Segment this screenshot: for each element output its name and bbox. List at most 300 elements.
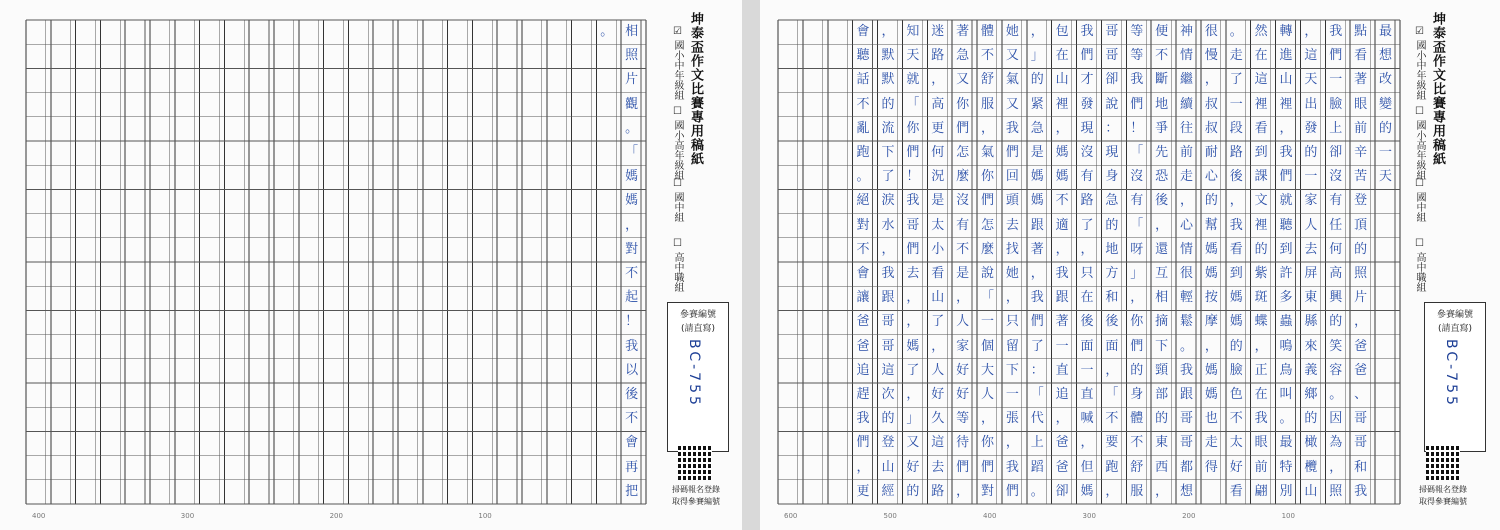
right-char: 路 — [931, 483, 945, 499]
right-char: ， — [1155, 217, 1169, 233]
right-char: 更 — [931, 120, 945, 136]
right-char: 鳥 — [1279, 362, 1293, 378]
left-char: 觀 — [625, 96, 639, 112]
right-char: 後 — [1155, 193, 1169, 209]
right-char: 得 — [1204, 459, 1218, 475]
right-char: 翩 — [1254, 483, 1268, 499]
right-char: 改 — [1379, 72, 1393, 88]
right-char: 欖 — [1304, 459, 1318, 475]
right-char: 橄 — [1304, 435, 1318, 451]
right-char: 身 — [1130, 387, 1144, 402]
right-option[interactable]: ☐ 國中組 — [1414, 178, 1425, 223]
right-char: 代 — [1030, 411, 1044, 427]
right-char: 一 — [1005, 387, 1019, 402]
right-char: 是 — [956, 266, 970, 281]
right-char: ， — [1229, 193, 1243, 209]
right-char: 摘 — [1155, 314, 1169, 330]
left-option[interactable]: ☐ 國小高年級組 — [672, 106, 683, 181]
right-char: ， — [1080, 241, 1094, 257]
right-count-mark: 100 — [1281, 512, 1295, 520]
right-char: 媽 — [1204, 241, 1218, 257]
right-char: 的 — [906, 483, 920, 499]
right-char: 好 — [956, 362, 970, 378]
right-char: 義 — [1304, 362, 1318, 378]
right-char: 最 — [1279, 435, 1293, 451]
right-char: 我 — [1130, 72, 1144, 88]
right-char: 又 — [1005, 96, 1019, 112]
right-char: 了 — [931, 314, 945, 330]
right-char: 到 — [1254, 145, 1268, 160]
right-char: 一 — [1329, 72, 1343, 88]
right-char: 不 — [980, 48, 994, 64]
right-char: 跟 — [1180, 387, 1194, 402]
right-char: ， — [1030, 24, 1044, 39]
right-char: 辛 — [1354, 145, 1368, 160]
qr-code-icon-right[interactable] — [1426, 446, 1460, 480]
qr-caption-right-2: 取得參賽編號 — [1419, 497, 1467, 506]
right-char: 是 — [1030, 145, 1044, 160]
right-char: ， — [1180, 193, 1194, 209]
right-char: 不 — [1155, 48, 1169, 64]
right-char: 你 — [906, 120, 920, 136]
right-char: 我 — [1005, 120, 1019, 136]
right-char: 哥 — [906, 217, 920, 233]
left-char: 以 — [625, 362, 639, 378]
right-char: 轉 — [1279, 24, 1293, 39]
right-char: 跟 — [881, 290, 895, 306]
right-char: 幫 — [1204, 217, 1218, 233]
right-char: 色 — [1229, 387, 1243, 402]
right-char: 淚 — [881, 193, 895, 209]
right-char: ， — [1005, 435, 1019, 451]
right-char: 怎 — [956, 145, 970, 160]
right-char: ， — [931, 338, 945, 354]
right-char: 待 — [956, 435, 970, 451]
right-char: 的 — [1130, 362, 1144, 378]
right-char: 讓 — [856, 290, 870, 306]
right-char: 們 — [1329, 48, 1343, 64]
right-char: 太 — [931, 217, 945, 233]
left-option[interactable]: ☐ 國中組 — [672, 178, 683, 223]
right-char: 了 — [881, 169, 895, 185]
right-char: 著 — [1354, 72, 1368, 88]
right-char: 要 — [1105, 435, 1119, 451]
right-char: 前 — [1254, 459, 1268, 475]
right-char: 心 — [1180, 217, 1194, 233]
right-char: ， — [856, 459, 870, 475]
right-char: 路 — [1229, 145, 1243, 160]
right-char: 哥 — [1105, 24, 1119, 39]
right-char: ， — [1055, 411, 1069, 427]
right-char: 們 — [1080, 48, 1094, 64]
right-char: 的 — [1254, 241, 1268, 257]
right-char: 「 — [1105, 387, 1119, 402]
right-char: 看 — [931, 266, 945, 281]
right-char: 不 — [856, 96, 870, 112]
right-sheet — [760, 0, 1500, 530]
left-char: 把 — [625, 483, 639, 499]
right-count-mark: 400 — [983, 512, 997, 520]
right-char: 這 — [931, 435, 945, 451]
right-char: 一 — [1080, 362, 1094, 378]
right-char: 你 — [956, 96, 970, 112]
right-char: 哥 — [881, 338, 895, 354]
right-char: 鬆 — [1180, 314, 1194, 330]
right-char: 多 — [1279, 290, 1293, 306]
right-char: 在 — [1254, 387, 1268, 402]
right-char: 哥 — [1354, 411, 1368, 427]
right-char: 輕 — [1180, 290, 1194, 306]
right-char: 心 — [1204, 169, 1218, 185]
right-char: 好 — [956, 387, 970, 402]
qr-code-icon[interactable] — [678, 446, 712, 480]
right-char: 山 — [1304, 483, 1318, 499]
right-char: 。 — [1229, 24, 1243, 39]
right-char: 默 — [881, 72, 895, 88]
right-char: 看 — [1229, 241, 1243, 257]
right-char: 媽 — [1055, 145, 1069, 160]
right-char: ， — [956, 290, 970, 306]
right-char: ， — [1155, 483, 1169, 499]
right-char: 山 — [931, 290, 945, 306]
right-char: ， — [1105, 483, 1119, 499]
left-char: 媽 — [625, 169, 639, 185]
right-char: 們 — [1130, 96, 1144, 112]
left-char: 再 — [625, 459, 639, 475]
left-option[interactable]: ☑ 國小中年級組 — [672, 26, 683, 101]
right-char: 會 — [856, 266, 870, 281]
right-char: 卻 — [1055, 483, 1069, 499]
left-char: 不 — [625, 411, 639, 427]
right-char: 更 — [856, 483, 870, 499]
right-char: 正 — [1254, 362, 1268, 378]
right-char: 媽 — [1080, 483, 1094, 499]
right-char: 臉 — [1329, 96, 1343, 112]
right-char: ， — [1279, 120, 1293, 136]
right-char: 哥 — [1354, 435, 1368, 451]
right-char: ， — [980, 120, 994, 136]
right-char: 我 — [906, 193, 920, 209]
right-char: 卻 — [1105, 72, 1119, 88]
right-char: 好 — [906, 459, 920, 475]
right-char: 天 — [1379, 169, 1393, 185]
right-char: 蝶 — [1254, 314, 1268, 330]
right-char: 不 — [1105, 411, 1119, 427]
right-char: 舒 — [980, 72, 994, 88]
right-char: 進 — [1279, 48, 1293, 64]
left-char: 片 — [625, 72, 639, 88]
right-char: 知 — [906, 24, 920, 39]
right-char: 我 — [1080, 24, 1094, 39]
right-char: ， — [1030, 266, 1044, 281]
right-char: ： — [1030, 362, 1044, 378]
right-char: 了 — [906, 362, 920, 378]
right-char: 鳴 — [1279, 338, 1293, 354]
right-char: 媽 — [1030, 193, 1044, 209]
right-char: 跑 — [1105, 459, 1119, 475]
left-option[interactable]: ☐ 高中職組 — [672, 238, 683, 293]
left-char: 起 — [625, 290, 639, 306]
right-char: 、 — [1354, 387, 1368, 402]
entry-label-right: 參賽編號 — [1436, 310, 1473, 320]
right-char: 。 — [1279, 411, 1293, 427]
right-char: ， — [1105, 362, 1119, 378]
right-char: 直 — [1055, 362, 1069, 378]
right-char: 爸 — [1354, 338, 1368, 354]
right-char: 的 — [881, 411, 895, 427]
right-char: 山 — [1279, 72, 1293, 88]
right-char: 又 — [906, 435, 920, 451]
right-char: 我 — [1055, 266, 1069, 281]
right-char: 不 — [1130, 435, 1144, 451]
right-char: 到 — [1229, 266, 1243, 281]
right-char: 登 — [1354, 193, 1368, 209]
right-char: 的 — [1155, 411, 1169, 427]
right-char: 「 — [1130, 217, 1144, 233]
right-char: 點 — [1354, 24, 1368, 39]
right-char: 發 — [1304, 120, 1318, 136]
right-char: 媽 — [1204, 362, 1218, 378]
right-char: 裡 — [1279, 96, 1293, 112]
right-char: 我 — [881, 266, 895, 281]
right-char: 相 — [1155, 290, 1169, 306]
left-count-mark: 400 — [32, 512, 46, 520]
right-char: 媽 — [1229, 290, 1243, 306]
right-char: 們 — [1130, 338, 1144, 354]
right-char: 神 — [1180, 24, 1194, 39]
right-char: 我 — [1254, 411, 1268, 427]
right-char: 體 — [1130, 411, 1144, 427]
right-char: 」 — [906, 411, 920, 427]
right-char: 就 — [906, 72, 920, 88]
right-char: 們 — [906, 145, 920, 160]
right-char: 媽 — [906, 338, 920, 354]
qr-caption-right-1: 掃碼報名登錄 — [1419, 485, 1467, 494]
right-option[interactable]: ☐ 高中職組 — [1414, 238, 1425, 293]
right-char: 頂 — [1354, 217, 1368, 233]
right-char: 」 — [1030, 48, 1044, 64]
entry-label: 參賽編號 — [679, 310, 716, 320]
right-char: 默 — [881, 48, 895, 64]
right-char: 追 — [856, 362, 870, 378]
right-char: 眼 — [1254, 435, 1268, 451]
right-char: 服 — [980, 96, 994, 112]
right-char: 們 — [980, 459, 994, 475]
qr-caption-2: 取得參賽編號 — [672, 497, 720, 506]
right-char: ， — [956, 483, 970, 499]
right-char: 沒 — [956, 193, 970, 209]
right-char: 流 — [881, 120, 895, 136]
right-char: 聽 — [856, 48, 870, 64]
right-char: 頭 — [1005, 193, 1019, 209]
right-char: 們 — [906, 241, 920, 257]
right-char: 只 — [1005, 314, 1019, 330]
right-char: 跑 — [856, 145, 870, 160]
right-char: 部 — [1155, 387, 1169, 402]
right-char: 紫 — [1254, 266, 1268, 281]
right-char: ， — [1254, 338, 1268, 354]
right-char: 課 — [1254, 169, 1268, 185]
right-char: 天 — [906, 48, 920, 64]
right-char: 亂 — [856, 120, 870, 136]
right-char: 對 — [856, 217, 870, 233]
right-char: 著 — [1030, 241, 1044, 257]
right-char: 山 — [1055, 72, 1069, 88]
right-char: 爸 — [1055, 435, 1069, 451]
right-char: ， — [1354, 314, 1368, 330]
right-char: 聽 — [1279, 217, 1293, 233]
left-char: 對 — [625, 241, 639, 257]
right-char: 太 — [1229, 435, 1243, 451]
right-char: 跟 — [1030, 217, 1044, 233]
right-char: 情 — [1180, 241, 1194, 257]
right-char: 容 — [1329, 362, 1343, 378]
right-char: 登 — [881, 435, 895, 451]
right-char: 急 — [956, 48, 970, 64]
right-char: 照 — [1329, 483, 1343, 499]
right-char: 舒 — [1130, 459, 1144, 475]
right-char: 就 — [1279, 193, 1293, 209]
right-char: 急 — [1030, 120, 1044, 136]
right-char: 這 — [881, 362, 895, 378]
right-char: 慢 — [1204, 48, 1218, 64]
right-char: 人 — [980, 387, 994, 402]
right-char: 她 — [1005, 266, 1019, 281]
right-count-mark: 600 — [784, 512, 798, 520]
left-char: 照 — [625, 48, 639, 64]
right-char: 的 — [1229, 338, 1243, 354]
right-char: 段 — [1229, 120, 1243, 136]
left-char: ！ — [625, 314, 639, 330]
right-char: 們 — [1279, 169, 1293, 185]
right-char: 的 — [1105, 217, 1119, 233]
right-char: 追 — [1055, 387, 1069, 402]
right-char: 和 — [1354, 459, 1368, 475]
right-char: 會 — [856, 24, 870, 39]
right-char: 東 — [1304, 290, 1318, 306]
right-char: 特 — [1279, 459, 1293, 475]
right-char: 人 — [956, 314, 970, 330]
right-char: 我 — [1354, 483, 1368, 499]
right-char: 文 — [1254, 193, 1268, 209]
right-char: 們 — [1030, 314, 1044, 330]
right-char: 片 — [1354, 290, 1368, 306]
left-count-mark: 200 — [329, 512, 343, 520]
right-char: 的 — [1329, 314, 1343, 330]
entry-code-right: BC-755 — [1443, 339, 1459, 408]
right-char: ， — [881, 241, 895, 257]
left-count-mark: 100 — [478, 512, 492, 520]
right-char: 因 — [1329, 411, 1343, 427]
right-char: 呀 — [1130, 241, 1144, 257]
right-char: 走 — [1229, 48, 1243, 64]
entry-note-right: (請直寫) — [1437, 324, 1473, 334]
right-char: 鄉 — [1304, 387, 1318, 402]
right-char: 麼 — [980, 241, 994, 257]
right-char: 的 — [1304, 411, 1318, 427]
right-char: 路 — [1080, 193, 1094, 209]
right-char: ， — [1130, 290, 1144, 306]
right-char: 。 — [856, 169, 870, 185]
right-char: 叔 — [1204, 120, 1218, 136]
right-char: 。 — [1030, 483, 1044, 499]
right-char: 只 — [1080, 266, 1094, 281]
right-char: 我 — [1180, 362, 1194, 378]
right-char: 在 — [1254, 48, 1268, 64]
right-char: 張 — [1005, 411, 1019, 427]
right-char: 情 — [1180, 48, 1194, 64]
right-char: 斑 — [1254, 290, 1268, 306]
right-char: 著 — [1055, 314, 1069, 330]
right-char: 任 — [1329, 217, 1343, 233]
right-char: 我 — [1279, 145, 1293, 160]
right-char: 「 — [1130, 145, 1144, 160]
right-char: 哥 — [1180, 411, 1194, 427]
right-char: 下 — [1005, 362, 1019, 378]
right-char: 爸 — [1055, 459, 1069, 475]
right-char: 有 — [1080, 169, 1094, 185]
right-char: 去 — [931, 459, 945, 475]
right-char: 我 — [856, 411, 870, 427]
right-char: 久 — [931, 411, 945, 427]
right-char: 。 — [1180, 338, 1194, 354]
right-char: 直 — [1080, 387, 1094, 402]
right-char: 還 — [1155, 241, 1169, 257]
right-char: 們 — [980, 193, 994, 209]
qr-caption-1: 掃碼報名登錄 — [672, 485, 720, 494]
right-char: 下 — [881, 145, 895, 160]
right-char: ！ — [906, 169, 920, 185]
right-char: 很 — [1180, 266, 1194, 281]
right-char: 好 — [931, 387, 945, 402]
right-char: 家 — [956, 338, 970, 354]
right-char: ， — [1329, 459, 1343, 475]
right-char: 了 — [1030, 338, 1044, 354]
right-char: 媽 — [1204, 266, 1218, 281]
right-option[interactable]: ☑ 國小中年級組 — [1414, 26, 1425, 101]
right-char: ， — [1055, 241, 1069, 257]
right-char: 的 — [1204, 193, 1218, 209]
right-char: 我 — [1030, 290, 1044, 306]
right-char: 人 — [1304, 217, 1318, 233]
right-char: 喊 — [1080, 411, 1094, 427]
right-char: 我 — [1229, 217, 1243, 233]
right-char: 爸 — [1354, 362, 1368, 378]
right-char: 許 — [1279, 266, 1293, 281]
left-char: 。 — [600, 24, 614, 39]
right-char: 最 — [1379, 24, 1393, 39]
right-char: 摩 — [1204, 314, 1218, 330]
right-char: 屏 — [1304, 266, 1318, 281]
right-char: 為 — [1329, 435, 1343, 451]
right-option[interactable]: ☐ 國小高年級組 — [1414, 106, 1425, 181]
right-char: 不 — [1055, 193, 1069, 209]
right-char: 水 — [881, 217, 895, 233]
right-char: ！ — [1130, 120, 1144, 136]
right-char: 身 — [1105, 169, 1119, 185]
left-char: 「 — [625, 145, 639, 160]
right-count-mark: 200 — [1182, 512, 1196, 520]
right-char: 耐 — [1204, 145, 1218, 160]
right-char: 怎 — [980, 217, 994, 233]
right-char: 去 — [1005, 217, 1019, 233]
left-char: 我 — [625, 338, 639, 354]
right-char: 留 — [1005, 338, 1019, 354]
right-char: 不 — [1229, 411, 1243, 427]
right-char: 頸 — [1155, 362, 1169, 378]
right-char: 絕 — [856, 193, 870, 209]
right-char: 們 — [1005, 483, 1019, 499]
